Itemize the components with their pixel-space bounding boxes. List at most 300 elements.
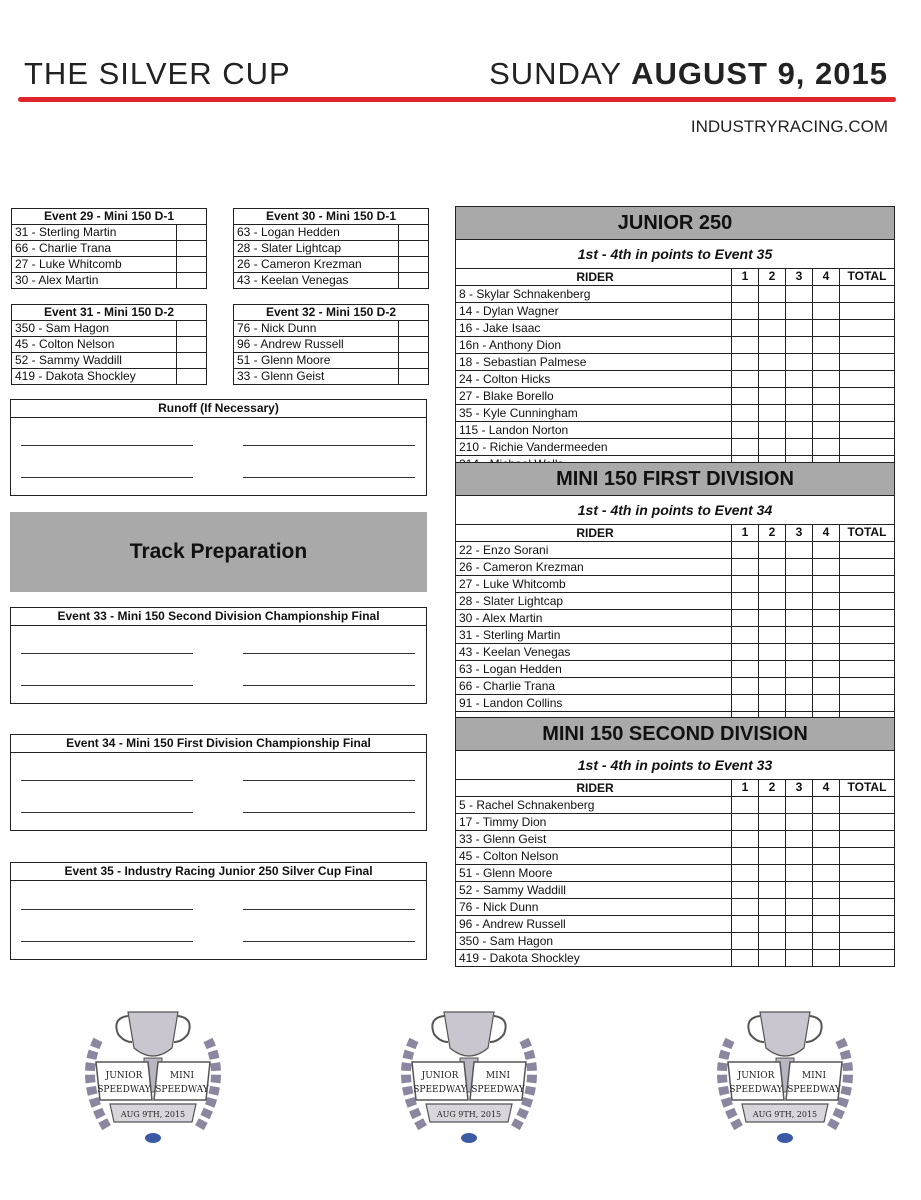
points-cell[interactable] xyxy=(732,848,759,864)
write-in-line[interactable] xyxy=(243,477,415,478)
points-cell[interactable] xyxy=(786,337,813,353)
standings-row xyxy=(456,371,894,388)
standings-rows xyxy=(456,780,894,966)
total-cell[interactable] xyxy=(840,882,894,898)
rider-name: 16 - Jake Isaac xyxy=(456,320,732,336)
column-header: RIDER xyxy=(456,780,732,796)
standings-row xyxy=(456,814,894,831)
points-cell[interactable] xyxy=(732,559,759,575)
total-cell[interactable] xyxy=(840,388,894,404)
svg-text:SPEEDWAY: SPEEDWAY xyxy=(413,1085,467,1095)
mini-150-first-division-standings xyxy=(455,462,895,729)
rider-name: 26 - Cameron Krezman xyxy=(456,559,732,575)
points-cell[interactable] xyxy=(813,916,840,932)
standings-row xyxy=(456,899,894,916)
points-cell[interactable] xyxy=(759,678,786,694)
result-cell[interactable] xyxy=(177,257,206,272)
total-cell[interactable] xyxy=(840,797,894,813)
points-cell[interactable] xyxy=(786,286,813,302)
points-cell[interactable] xyxy=(786,388,813,404)
points-cell[interactable] xyxy=(759,831,786,847)
column-header: 3 xyxy=(786,780,813,796)
points-cell[interactable] xyxy=(786,865,813,881)
total-cell[interactable] xyxy=(840,405,894,421)
result-cell[interactable] xyxy=(399,273,428,288)
points-cell[interactable] xyxy=(813,593,840,609)
points-cell[interactable] xyxy=(813,422,840,438)
points-cell[interactable] xyxy=(732,916,759,932)
points-cell[interactable] xyxy=(786,593,813,609)
result-cell[interactable] xyxy=(399,337,428,352)
result-cell[interactable] xyxy=(177,369,206,384)
points-cell[interactable] xyxy=(759,848,786,864)
points-cell[interactable] xyxy=(786,371,813,387)
points-cell[interactable] xyxy=(759,286,786,302)
result-cell[interactable] xyxy=(177,353,206,368)
points-cell[interactable] xyxy=(786,882,813,898)
write-in-line[interactable] xyxy=(243,780,415,781)
rider-name: 350 - Sam Hagon xyxy=(12,321,177,336)
standings-row xyxy=(456,695,894,712)
points-cell[interactable] xyxy=(813,661,840,677)
total-cell[interactable] xyxy=(840,320,894,336)
svg-text:SPEEDWAY: SPEEDWAY xyxy=(155,1085,209,1095)
points-cell[interactable] xyxy=(813,576,840,592)
points-cell[interactable] xyxy=(786,814,813,830)
points-cell[interactable] xyxy=(732,882,759,898)
event-rider-row xyxy=(12,241,206,257)
event-rider-row xyxy=(12,225,206,241)
total-cell[interactable] xyxy=(840,286,894,302)
mini-150-second-division-standings xyxy=(455,717,895,967)
points-cell[interactable] xyxy=(759,439,786,455)
write-in-line[interactable] xyxy=(243,909,415,910)
points-cell[interactable] xyxy=(786,848,813,864)
points-cell[interactable] xyxy=(759,916,786,932)
total-cell[interactable] xyxy=(840,831,894,847)
standings-row xyxy=(456,422,894,439)
points-cell[interactable] xyxy=(732,831,759,847)
points-cell[interactable] xyxy=(732,661,759,677)
total-cell[interactable] xyxy=(840,661,894,677)
trophy-emblem-icon xyxy=(384,1000,554,1160)
rider-name: 52 - Sammy Waddill xyxy=(12,353,177,368)
track-preparation-banner: Track Preparation xyxy=(10,512,427,592)
write-in-line[interactable] xyxy=(243,685,415,686)
result-cell[interactable] xyxy=(177,273,206,288)
points-cell[interactable] xyxy=(813,388,840,404)
rider-name: 210 - Richie Vandermeeden xyxy=(456,439,732,455)
points-cell[interactable] xyxy=(732,814,759,830)
points-cell[interactable] xyxy=(732,610,759,626)
points-cell[interactable] xyxy=(786,678,813,694)
rider-name: 51 - Glenn Moore xyxy=(234,353,399,368)
points-cell[interactable] xyxy=(732,439,759,455)
standings-row xyxy=(456,576,894,593)
standings-title: JUNIOR 250 xyxy=(456,207,894,240)
points-cell[interactable] xyxy=(786,899,813,915)
write-in-line[interactable] xyxy=(21,941,193,942)
points-cell[interactable] xyxy=(813,882,840,898)
rider-name: 66 - Charlie Trana xyxy=(12,241,177,256)
total-cell[interactable] xyxy=(840,422,894,438)
write-in-line[interactable] xyxy=(21,909,193,910)
standings-header-row xyxy=(456,780,894,797)
points-cell[interactable] xyxy=(759,899,786,915)
event-rider-row xyxy=(12,353,206,369)
points-cell[interactable] xyxy=(732,797,759,813)
svg-text:SPEEDWAY: SPEEDWAY xyxy=(729,1085,783,1095)
points-cell[interactable] xyxy=(786,695,813,711)
standings-row xyxy=(456,678,894,695)
write-in-line[interactable] xyxy=(21,653,193,654)
points-cell[interactable] xyxy=(759,933,786,949)
rider-name: 96 - Andrew Russell xyxy=(234,337,399,352)
total-cell[interactable] xyxy=(840,354,894,370)
event-rider-row xyxy=(12,337,206,353)
points-cell[interactable] xyxy=(759,627,786,643)
standings-row xyxy=(456,882,894,899)
total-cell[interactable] xyxy=(840,542,894,558)
result-cell[interactable] xyxy=(177,241,206,256)
write-in-line[interactable] xyxy=(21,812,193,813)
total-cell[interactable] xyxy=(840,371,894,387)
rider-name: 66 - Charlie Trana xyxy=(456,678,732,694)
rider-name: 16n - Anthony Dion xyxy=(456,337,732,353)
points-cell[interactable] xyxy=(732,678,759,694)
points-cell[interactable] xyxy=(732,542,759,558)
event-34-final-box xyxy=(10,734,427,831)
points-cell[interactable] xyxy=(786,542,813,558)
points-cell[interactable] xyxy=(759,542,786,558)
points-cell[interactable] xyxy=(786,405,813,421)
svg-text:JUNIOR: JUNIOR xyxy=(737,1071,775,1081)
points-cell[interactable] xyxy=(786,303,813,319)
standings-row xyxy=(456,831,894,848)
points-cell[interactable] xyxy=(786,439,813,455)
points-cell[interactable] xyxy=(732,371,759,387)
points-cell[interactable] xyxy=(759,865,786,881)
standings-row xyxy=(456,797,894,814)
points-cell[interactable] xyxy=(786,916,813,932)
points-cell[interactable] xyxy=(759,371,786,387)
svg-text:MINI: MINI xyxy=(801,1071,827,1081)
write-in-line[interactable] xyxy=(243,812,415,813)
column-header: RIDER xyxy=(456,525,732,541)
points-cell[interactable] xyxy=(813,644,840,660)
silver-cup-logo xyxy=(700,1000,870,1160)
total-cell[interactable] xyxy=(840,950,894,966)
points-cell[interactable] xyxy=(813,371,840,387)
points-cell[interactable] xyxy=(813,286,840,302)
standings-row xyxy=(456,661,894,678)
points-cell[interactable] xyxy=(813,848,840,864)
silver-cup-logo xyxy=(68,1000,238,1160)
points-cell[interactable] xyxy=(732,354,759,370)
total-cell[interactable] xyxy=(840,678,894,694)
write-in-line[interactable] xyxy=(21,445,193,446)
standings-subtitle: 1st - 4th in points to Event 33 xyxy=(456,751,894,780)
total-cell[interactable] xyxy=(840,559,894,575)
points-cell[interactable] xyxy=(759,320,786,336)
standings-row xyxy=(456,286,894,303)
points-cell[interactable] xyxy=(813,439,840,455)
points-cell[interactable] xyxy=(759,593,786,609)
points-cell[interactable] xyxy=(813,678,840,694)
total-cell[interactable] xyxy=(840,644,894,660)
points-cell[interactable] xyxy=(813,320,840,336)
total-cell[interactable] xyxy=(840,610,894,626)
standings-row xyxy=(456,303,894,320)
rider-name: 45 - Colton Nelson xyxy=(12,337,177,352)
points-cell[interactable] xyxy=(813,405,840,421)
points-cell[interactable] xyxy=(786,627,813,643)
result-cell[interactable] xyxy=(399,241,428,256)
points-cell[interactable] xyxy=(732,899,759,915)
rider-name: 31 - Sterling Martin xyxy=(456,627,732,643)
write-in-line[interactable] xyxy=(243,653,415,654)
points-cell[interactable] xyxy=(813,337,840,353)
points-cell[interactable] xyxy=(732,865,759,881)
trophy-emblem-icon xyxy=(700,1000,870,1160)
event-31-box xyxy=(11,304,207,385)
event-title: Event 29 - Mini 150 D-1 xyxy=(12,209,206,225)
rider-name: 52 - Sammy Waddill xyxy=(456,882,732,898)
svg-text:AUG 9TH, 2015: AUG 9TH, 2015 xyxy=(436,1110,502,1119)
points-cell[interactable] xyxy=(759,354,786,370)
write-in-line[interactable] xyxy=(243,445,415,446)
rider-name: 30 - Alex Martin xyxy=(12,273,177,288)
points-cell[interactable] xyxy=(759,695,786,711)
points-cell[interactable] xyxy=(759,882,786,898)
points-cell[interactable] xyxy=(732,695,759,711)
points-cell[interactable] xyxy=(759,422,786,438)
points-cell[interactable] xyxy=(759,303,786,319)
write-in-line[interactable] xyxy=(21,780,193,781)
standings-row xyxy=(456,439,894,456)
points-cell[interactable] xyxy=(732,405,759,421)
event-rider-row xyxy=(234,353,428,369)
total-cell[interactable] xyxy=(840,337,894,353)
total-cell[interactable] xyxy=(840,899,894,915)
points-cell[interactable] xyxy=(786,354,813,370)
standings-subtitle: 1st - 4th in points to Event 35 xyxy=(456,240,894,269)
event-rider-row xyxy=(234,337,428,353)
points-cell[interactable] xyxy=(732,627,759,643)
points-cell[interactable] xyxy=(786,831,813,847)
standings-row xyxy=(456,320,894,337)
points-cell[interactable] xyxy=(813,303,840,319)
points-cell[interactable] xyxy=(732,286,759,302)
total-cell[interactable] xyxy=(840,848,894,864)
svg-text:MINI: MINI xyxy=(169,1071,195,1081)
rider-name: 45 - Colton Nelson xyxy=(456,848,732,864)
result-cell[interactable] xyxy=(399,225,428,240)
event-title: Event 30 - Mini 150 D-1 xyxy=(234,209,428,225)
rider-name: 28 - Slater Lightcap xyxy=(234,241,399,256)
result-cell[interactable] xyxy=(177,225,206,240)
points-cell[interactable] xyxy=(759,337,786,353)
event-rider-row xyxy=(12,273,206,288)
rider-name: 26 - Cameron Krezman xyxy=(234,257,399,272)
svg-text:SPEEDWAY: SPEEDWAY xyxy=(97,1085,151,1095)
column-header: TOTAL xyxy=(847,780,887,794)
svg-text:JUNIOR: JUNIOR xyxy=(421,1071,459,1081)
points-cell[interactable] xyxy=(759,661,786,677)
date-bold: AUGUST 9, 2015 xyxy=(631,56,888,91)
points-cell[interactable] xyxy=(732,303,759,319)
rider-name: 14 - Dylan Wagner xyxy=(456,303,732,319)
points-cell[interactable] xyxy=(759,559,786,575)
points-cell[interactable] xyxy=(732,950,759,966)
rider-name: 22 - Enzo Sorani xyxy=(456,542,732,558)
standings-row xyxy=(456,610,894,627)
column-header: TOTAL xyxy=(847,525,887,539)
points-cell[interactable] xyxy=(813,695,840,711)
column-header: 1 xyxy=(732,780,759,796)
points-cell[interactable] xyxy=(786,559,813,575)
event-rider-row xyxy=(234,225,428,241)
event-rider-row xyxy=(234,369,428,384)
event-rider-row xyxy=(12,321,206,337)
total-cell[interactable] xyxy=(840,303,894,319)
points-cell[interactable] xyxy=(759,950,786,966)
write-in-line[interactable] xyxy=(21,477,193,478)
rider-name: 35 - Kyle Cunningham xyxy=(456,405,732,421)
points-cell[interactable] xyxy=(813,865,840,881)
points-cell[interactable] xyxy=(732,644,759,660)
event-29-box xyxy=(11,208,207,289)
points-cell[interactable] xyxy=(732,320,759,336)
points-cell[interactable] xyxy=(786,610,813,626)
result-cell[interactable] xyxy=(399,257,428,272)
standings-row xyxy=(456,593,894,610)
total-cell[interactable] xyxy=(840,576,894,592)
rider-name: 96 - Andrew Russell xyxy=(456,916,732,932)
junior-250-standings xyxy=(455,206,895,473)
points-cell[interactable] xyxy=(813,831,840,847)
points-cell[interactable] xyxy=(786,933,813,949)
total-cell[interactable] xyxy=(840,814,894,830)
standings-row xyxy=(456,388,894,405)
final-title: Event 33 - Mini 150 Second Division Championship Final xyxy=(11,608,426,626)
points-cell[interactable] xyxy=(813,559,840,575)
points-cell[interactable] xyxy=(732,337,759,353)
total-cell[interactable] xyxy=(840,695,894,711)
result-cell[interactable] xyxy=(399,369,428,384)
column-header: 2 xyxy=(759,269,786,285)
website-link[interactable]: INDUSTRYRACING.COM xyxy=(690,117,888,136)
rider-name: 17 - Timmy Dion xyxy=(456,814,732,830)
points-cell[interactable] xyxy=(786,644,813,660)
total-cell[interactable] xyxy=(840,593,894,609)
rider-name: 43 - Keelan Venegas xyxy=(234,273,399,288)
event-rider-row xyxy=(234,321,428,337)
rider-name: 33 - Glenn Geist xyxy=(234,369,399,384)
points-cell[interactable] xyxy=(786,422,813,438)
result-cell[interactable] xyxy=(399,353,428,368)
points-cell[interactable] xyxy=(813,950,840,966)
rider-name: 30 - Alex Martin xyxy=(456,610,732,626)
points-cell[interactable] xyxy=(759,797,786,813)
points-cell[interactable] xyxy=(759,814,786,830)
points-cell[interactable] xyxy=(786,797,813,813)
standings-title: MINI 150 SECOND DIVISION xyxy=(456,718,894,751)
points-cell[interactable] xyxy=(786,576,813,592)
page-title: THE SILVER CUP xyxy=(24,56,291,91)
points-cell[interactable] xyxy=(813,814,840,830)
result-cell[interactable] xyxy=(177,321,206,336)
total-cell[interactable] xyxy=(840,865,894,881)
points-cell[interactable] xyxy=(759,576,786,592)
svg-text:MINI: MINI xyxy=(485,1071,511,1081)
date-prefix: SUNDAY xyxy=(489,56,632,91)
event-rider-row xyxy=(234,273,428,288)
points-cell[interactable] xyxy=(813,354,840,370)
write-in-line[interactable] xyxy=(21,685,193,686)
total-cell[interactable] xyxy=(840,933,894,949)
rider-name: 51 - Glenn Moore xyxy=(456,865,732,881)
points-cell[interactable] xyxy=(732,422,759,438)
standings-row xyxy=(456,354,894,371)
svg-text:SPEEDWAY: SPEEDWAY xyxy=(471,1085,525,1095)
rider-name: 27 - Blake Borello xyxy=(456,388,732,404)
total-cell[interactable] xyxy=(840,439,894,455)
points-cell[interactable] xyxy=(759,405,786,421)
points-cell[interactable] xyxy=(732,388,759,404)
trophy-emblem-icon xyxy=(68,1000,238,1160)
standings-row xyxy=(456,933,894,950)
points-cell[interactable] xyxy=(813,542,840,558)
points-cell[interactable] xyxy=(813,610,840,626)
standings-row xyxy=(456,950,894,966)
write-in-line[interactable] xyxy=(243,941,415,942)
final-title: Event 35 - Industry Racing Junior 250 Silver Cup Final xyxy=(11,863,426,881)
points-cell[interactable] xyxy=(759,610,786,626)
points-cell[interactable] xyxy=(786,320,813,336)
points-cell[interactable] xyxy=(813,899,840,915)
points-cell[interactable] xyxy=(759,388,786,404)
standings-rows xyxy=(456,525,894,728)
points-cell[interactable] xyxy=(813,933,840,949)
points-cell[interactable] xyxy=(732,933,759,949)
points-cell[interactable] xyxy=(732,593,759,609)
rider-name: 27 - Luke Whitcomb xyxy=(12,257,177,272)
standings-row xyxy=(456,644,894,661)
points-cell[interactable] xyxy=(786,950,813,966)
result-cell[interactable] xyxy=(399,321,428,336)
runoff-title: Runoff (If Necessary) xyxy=(11,400,426,418)
points-cell[interactable] xyxy=(813,627,840,643)
header-divider xyxy=(18,97,896,102)
standings-row xyxy=(456,405,894,422)
rider-name: 91 - Landon Collins xyxy=(456,695,732,711)
points-cell[interactable] xyxy=(732,576,759,592)
silver-cup-logo xyxy=(384,1000,554,1160)
rider-name: 419 - Dakota Shockley xyxy=(456,950,732,966)
total-cell[interactable] xyxy=(840,916,894,932)
points-cell[interactable] xyxy=(813,797,840,813)
column-header: 3 xyxy=(786,269,813,285)
rider-name: 8 - Skylar Schnakenberg xyxy=(456,286,732,302)
points-cell[interactable] xyxy=(786,661,813,677)
standings-title: MINI 150 FIRST DIVISION xyxy=(456,463,894,496)
rider-name: 63 - Logan Hedden xyxy=(234,225,399,240)
total-cell[interactable] xyxy=(840,627,894,643)
points-cell[interactable] xyxy=(759,644,786,660)
event-title: Event 31 - Mini 150 D-2 xyxy=(12,305,206,321)
result-cell[interactable] xyxy=(177,337,206,352)
